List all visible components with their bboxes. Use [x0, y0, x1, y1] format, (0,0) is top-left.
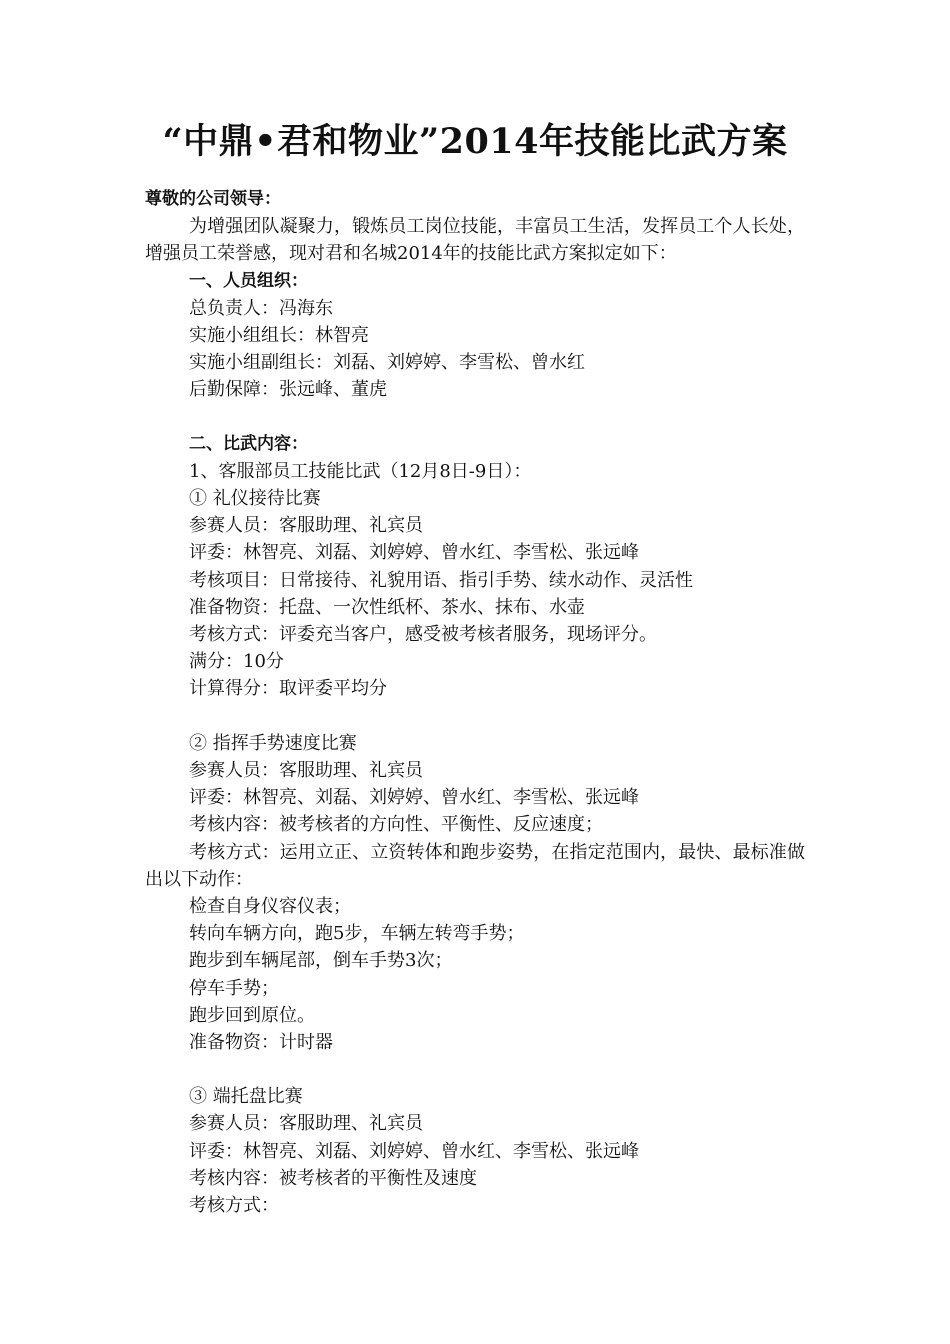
list-item: 评委：林智亮、刘磊、刘婷婷、曾水红、李雪松、张远峰 [189, 1140, 639, 1162]
list-item: 考核项目：日常接待、礼貌用语、指引手势、续水动作、灵活性 [189, 569, 693, 591]
salutation: 尊敬的公司领导： [145, 189, 281, 209]
list-item: 参赛人员：客服助理、礼宾员 [189, 759, 423, 781]
section-heading-personnel: 一、人员组织： [189, 270, 308, 291]
list-item: 计算得分：取评委平均分 [189, 678, 387, 700]
document-title: “中鼎•君和物业”2014年技能比武方案 [162, 121, 788, 162]
list-item: 总负责人：冯海东 [189, 297, 333, 319]
list-item: 考核方式： [189, 1195, 279, 1216]
blank-line [145, 404, 805, 431]
blank-line [145, 1056, 805, 1083]
list-item: 检查自身仪容仪表； [189, 895, 351, 917]
item-title-tray: ③ 端托盘比赛 [189, 1086, 303, 1108]
list-item: 准备物资：托盘、一次性纸杯、茶水、抹布、水壶 [189, 596, 585, 618]
list-item: 实施小组副组长：刘磊、刘婷婷、李雪松、曾水红 [189, 352, 585, 374]
list-item: 考核内容：被考核者的平衡性及速度 [189, 1167, 477, 1189]
list-item: 评委：林智亮、刘磊、刘婷婷、曾水红、李雪松、张远峰 [189, 542, 639, 564]
list-item: 跑步到车辆尾部，倒车手势3次； [189, 950, 453, 972]
list-item: 实施小组组长：林智亮 [189, 324, 369, 346]
intro-paragraph: 为增强团队凝聚力，锻炼员工岗位技能，丰富员工生活，发挥员工个人长处，增强员工荣誉感，现对君和名城2014年的技能比武方案拟定如下： [145, 216, 805, 265]
list-item: 满分：10分 [189, 651, 284, 673]
item-title-gesture: ② 指挥手势速度比赛 [189, 732, 357, 754]
subsection-title: 1、客服部员工技能比武（12月8日-9日）： [189, 460, 532, 482]
list-item: 跑步回到原位。 [189, 1004, 315, 1026]
list-item: 考核内容：被考核者的方向性、平衡性、反应速度； [189, 814, 603, 836]
document-body [145, 186, 805, 1219]
list-item: 停车手势； [189, 977, 279, 999]
list-item: 参赛人员：客服助理、礼宾员 [189, 1113, 423, 1135]
item-title-etiquette: ① 礼仪接待比赛 [189, 488, 321, 510]
section-heading-content: 二、比武内容： [189, 433, 308, 454]
list-item: 准备物资：计时器 [189, 1031, 333, 1053]
method-paragraph: 考核方式：运用立正、立资转体和跑步姿势，在指定范围内，最快、最标准做出以下动作： [145, 841, 805, 890]
list-item: 后勤保障：张远峰、董虎 [189, 379, 387, 401]
list-item: 参赛人员：客服助理、礼宾员 [189, 515, 423, 537]
list-item: 评委：林智亮、刘磊、刘婷婷、曾水红、李雪松、张远峰 [189, 787, 639, 809]
list-item: 考核方式：评委充当客户，感受被考核者服务，现场评分。 [189, 624, 657, 646]
list-item: 转向车辆方向，跑5步，车辆左转弯手势； [189, 923, 525, 945]
blank-line [145, 703, 805, 730]
